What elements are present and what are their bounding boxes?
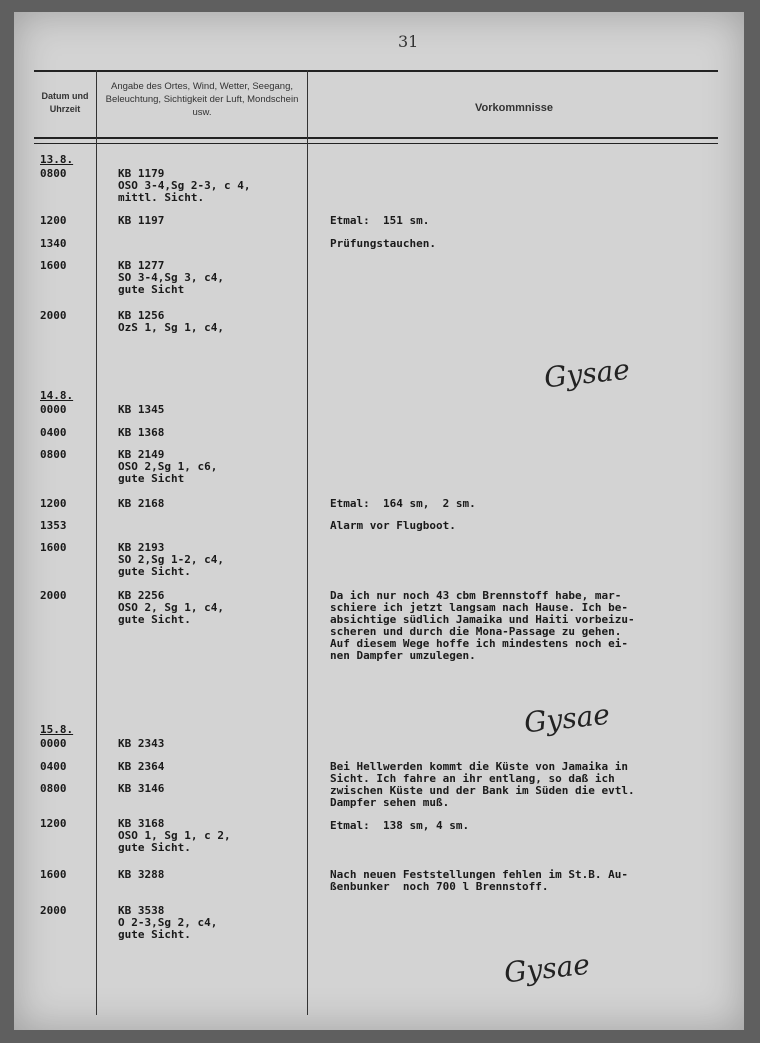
entry-time: 2000 [40,589,67,602]
entry-time: 2000 [40,904,67,917]
entry-time: 1200 [40,817,67,830]
entry-position: KB 3168 OSO 1, Sg 1, c 2, gute Sicht. [118,817,231,854]
column-divider-1 [96,70,97,1015]
log-sheet [14,12,744,1030]
entry-time: 0000 [40,737,67,750]
entry-position: KB 2149 OSO 2,Sg 1, c6, gute Sicht [118,448,218,485]
header-date-column: Datum und Uhrzeit [41,91,89,114]
header-events-column: Vorkommnisse [474,102,554,114]
entry-position: KB 1256 OzS 1, Sg 1, c4, [118,309,224,334]
entry-event: Bei Hellwerden kommt die Küste von Jamaika in Sicht. Ich fahre an ihr entlang, so daß ich zwischen Küste und der Bank im Süden die evtl. Dampfer sehen muß. [330,760,635,809]
entry-time: 2000 [40,309,67,322]
header-rule-double [34,143,718,144]
entry-time: 1200 [40,497,67,510]
signature: Gysae [502,947,592,990]
entry-time: 0000 [40,403,67,416]
entry-time: 0800 [40,782,67,795]
page-number: 31 [398,32,419,51]
entry-position: KB 3146 [118,782,165,795]
column-divider-2 [307,70,308,1015]
entry-position: KB 3538 O 2-3,Sg 2, c4, gute Sicht. [118,904,218,941]
entry-position: KB 2193 SO 2,Sg 1-2, c4, gute Sicht. [118,541,224,578]
header-rule [34,137,718,139]
entry-time: 1600 [40,868,67,881]
entry-event: Da ich nur noch 43 cbm Brennstoff habe, mar- schiere ich jetzt langsam nach Hause. Ich be- absichtige südlich Jamaika und Haiti vorbeizu- scheren und durch die Mona-Passage zu gehen. Auf diesem Wege hoffe ich mindestens noch ei- nen Dampfer umzulegen. [330,589,635,662]
entry-time: 1340 [40,237,67,250]
header-place-column: Angabe des Ortes, Wind, Wetter, Seegang, Beleuchtung, Sichtigkeit der Luft, Mondschein usw. [105,81,299,118]
entry-time: 0400 [40,760,67,773]
entry-event: Etmal: 164 sm, 2 sm. [330,497,476,510]
date-label: 13.8. [40,153,74,166]
entry-event: Etmal: 151 sm. [330,214,430,227]
entry-position: KB 1368 [118,426,165,439]
entry-time: 0800 [40,167,67,180]
entry-position: KB 1197 [118,214,165,227]
signature: Gysae [522,697,612,740]
entry-position: KB 3288 [118,868,165,881]
top-rule [34,70,718,72]
entry-time: 0800 [40,448,67,461]
entry-time: 1600 [40,541,67,554]
entry-position: KB 2168 [118,497,165,510]
date-label: 15.8. [40,723,74,736]
entry-time: 1200 [40,214,67,227]
entry-event: Alarm vor Flugboot. [330,519,456,532]
entry-position: KB 2256 OSO 2, Sg 1, c4, gute Sicht. [118,589,224,626]
entry-time: 1600 [40,259,67,272]
entry-position: KB 1345 [118,403,165,416]
entry-event: Nach neuen Feststellungen fehlen im St.B. Au- ßenbunker noch 700 l Brennstoff. [330,868,629,893]
entry-position: KB 1277 SO 3-4,Sg 3, c4, gute Sicht [118,259,224,296]
entry-position: KB 1179 OSO 3-4,Sg 2-3, c 4, mittl. Sicht. [118,167,251,204]
entry-position: KB 2364 [118,760,165,773]
entry-time: 1353 [40,519,67,532]
signature: Gysae [542,352,632,395]
entry-event: Prüfungstauchen. [330,237,436,250]
entry-time: 0400 [40,426,67,439]
entry-event: Etmal: 138 sm, 4 sm. [330,819,470,832]
date-label: 14.8. [40,389,74,402]
entry-position: KB 2343 [118,737,165,750]
